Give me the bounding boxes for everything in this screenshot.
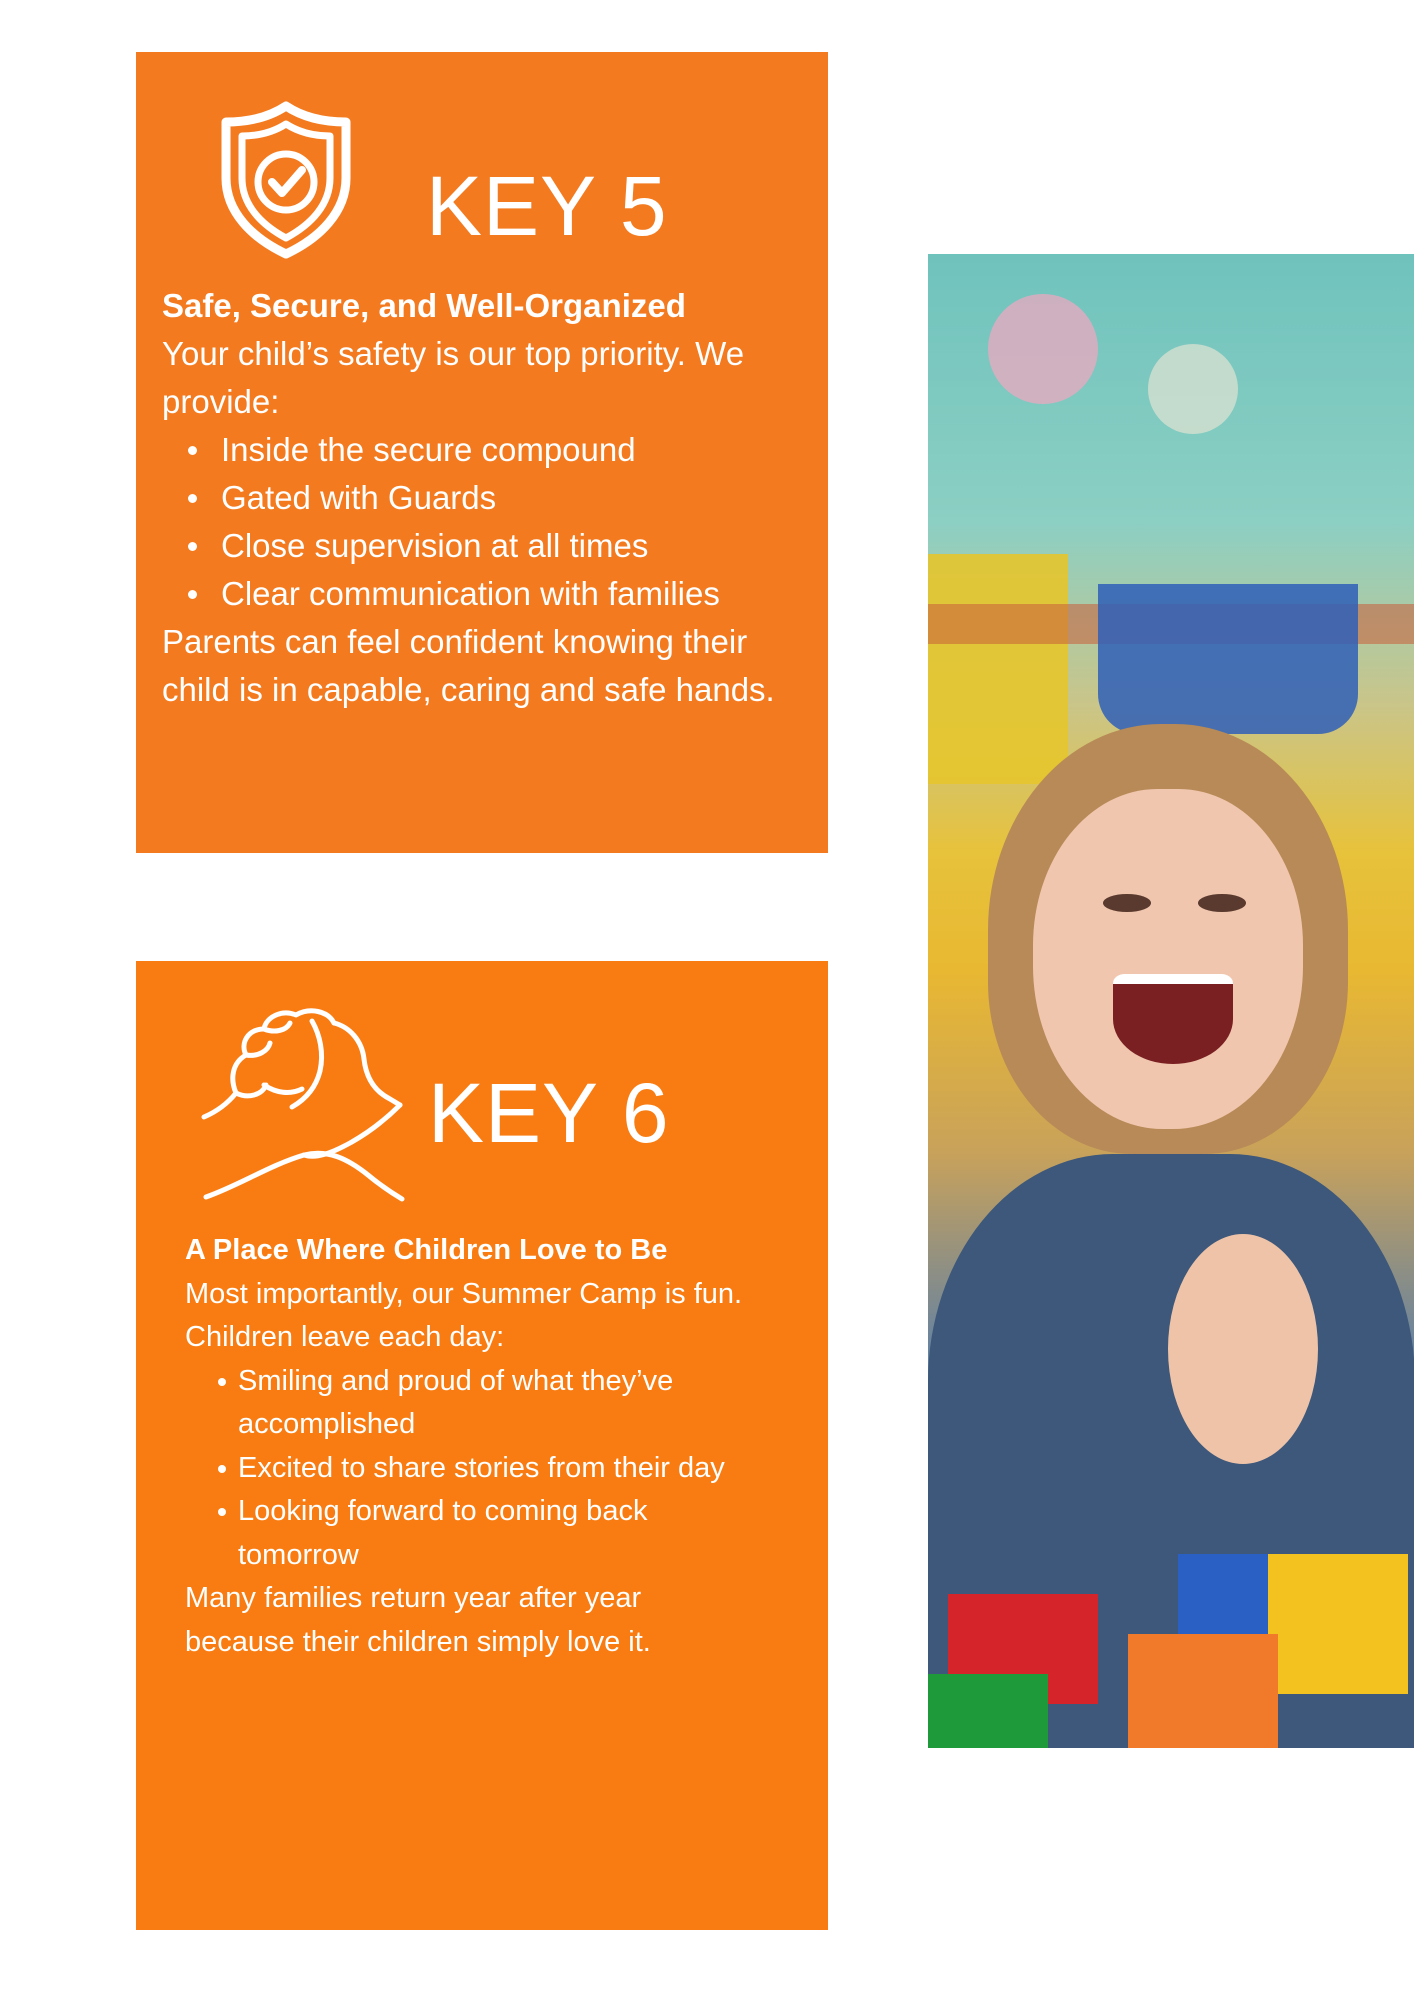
key-6-card	[136, 961, 828, 1930]
list-item: Clear communication with families	[162, 570, 812, 618]
key-5-card	[136, 52, 828, 853]
key-5-text	[162, 282, 812, 714]
background-decoration	[988, 294, 1098, 404]
child-eye	[1103, 894, 1151, 912]
key-6-closing: Many families return year after year because their children simply love it.	[185, 1582, 651, 1658]
child-hands	[1168, 1234, 1318, 1464]
background-decoration	[1148, 344, 1238, 434]
key-6-intro: Most importantly, our Summer Camp is fun. Children leave each day:	[185, 1277, 743, 1353]
child-mouth	[1113, 974, 1233, 1064]
list-item: Inside the secure compound	[162, 426, 812, 474]
key-6-heading: A Place Where Children Love to Be	[185, 1234, 668, 1266]
toy-block	[928, 1674, 1048, 1748]
list-item: Looking forward to coming back tomorrow	[185, 1490, 745, 1577]
shield-check-icon	[216, 100, 356, 260]
laughing-child-photo	[928, 254, 1414, 1748]
toy-block	[1258, 1554, 1408, 1694]
list-item: Excited to share stories from their day	[185, 1447, 745, 1491]
blue-bucket	[1098, 584, 1358, 734]
handshake-icon	[200, 999, 410, 1209]
key-5-bullet-list	[162, 426, 812, 618]
child-face	[1033, 789, 1303, 1129]
key-5-title: KEY 5	[426, 159, 668, 253]
key-6-text	[185, 1229, 745, 1664]
key-5-heading: Safe, Secure, and Well-Organized	[162, 287, 686, 324]
list-item: Close supervision at all times	[162, 522, 812, 570]
toy-block	[1178, 1554, 1268, 1644]
list-item: Gated with Guards	[162, 474, 812, 522]
key-6-bullet-list	[185, 1360, 745, 1578]
yellow-bucket	[928, 554, 1068, 784]
key-5-intro: Your child’s safety is our top priority. We provide:	[162, 335, 745, 420]
toy-block	[1128, 1634, 1278, 1748]
key-6-title: KEY 6	[428, 1066, 670, 1160]
child-eye	[1198, 894, 1246, 912]
list-item: Smiling and proud of what they’ve accomplished	[185, 1360, 745, 1447]
key-5-closing: Parents can feel confident knowing their child is in capable, caring and safe hands.	[162, 623, 775, 708]
